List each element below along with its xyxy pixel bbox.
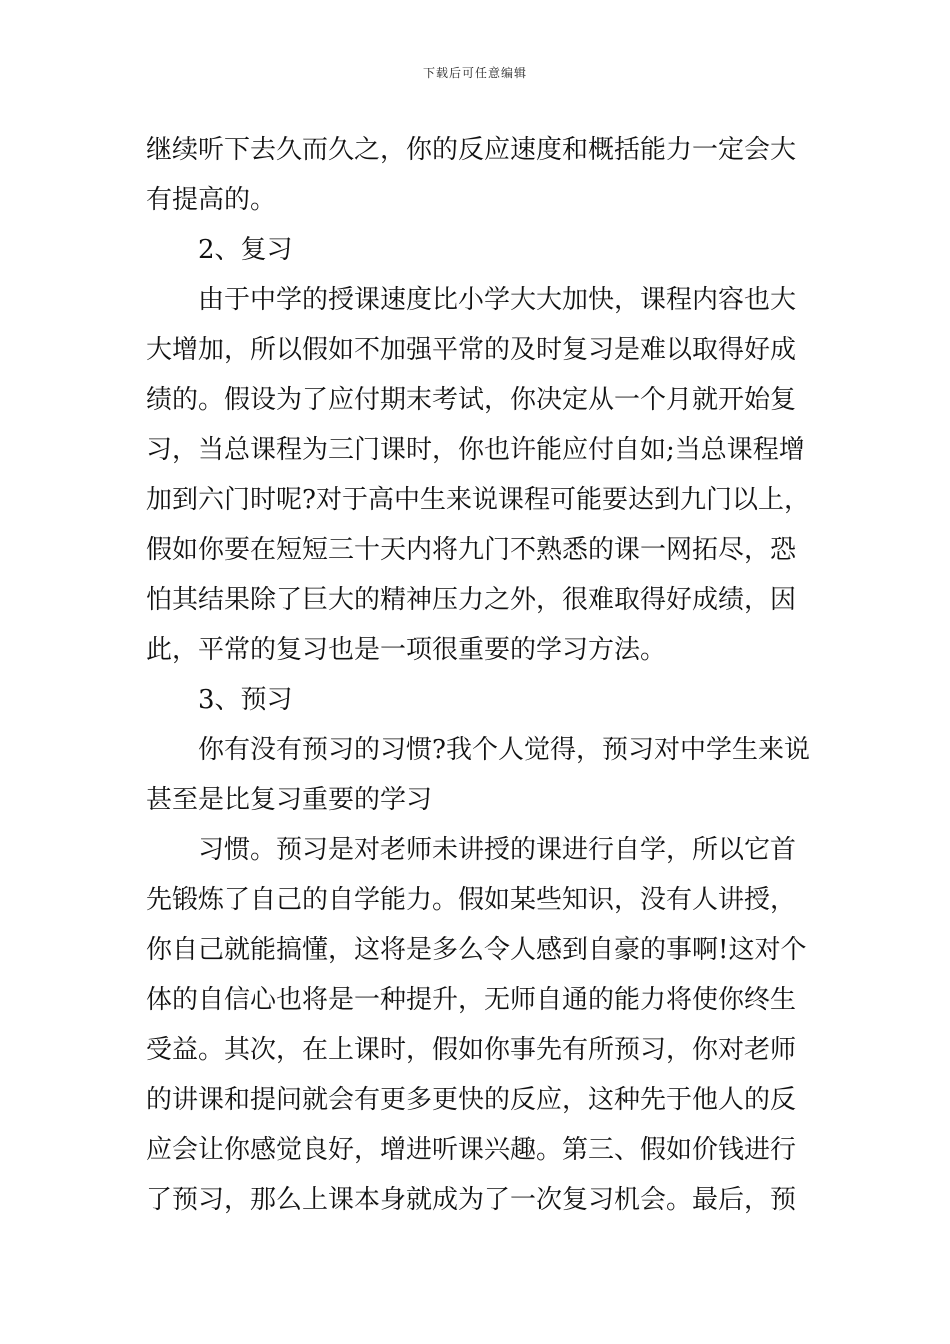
text-line: 甚至是比复习重要的学习 xyxy=(146,785,433,815)
text-line: 应会让你感觉良好，增进听课兴趣。第三、假如价钱进行 xyxy=(146,1135,797,1165)
text-line: 绩的。假设为了应付期末考试，你决定从一个月就开始复 xyxy=(146,385,797,415)
text-line: 先锻炼了自己的自学能力。假如某些知识，没有人讲授， xyxy=(146,885,797,915)
text-line: 假如你要在短短三十天内将九门不熟悉的课一网拓尽，恐 xyxy=(146,535,797,565)
text-line: 你自己就能搞懂，这将是多么令人感到自豪的事啊!这对个 xyxy=(146,935,807,965)
text-line: 大增加，所以假如不加强平常的及时复习是难以取得好成 xyxy=(146,335,797,365)
section-heading: 2、复习 xyxy=(198,235,293,265)
text-line: 你有没有预习的习惯?我个人觉得，预习对中学生来说 xyxy=(198,735,810,765)
text-line: 体的自信心也将是一种提升，无师自通的能力将使你终生 xyxy=(146,985,797,1015)
section-heading: 3、预习 xyxy=(198,685,293,715)
text-line: 受益。其次，在上课时，假如你事先有所预习，你对老师 xyxy=(146,1035,797,1065)
text-line: 习，当总课程为三门课时，你也许能应付自如;当总课程增 xyxy=(146,435,805,465)
text-line: 有提高的。 xyxy=(146,185,277,215)
text-line: 了预习，那么上课本身就成为了一次复习机会。最后，预 xyxy=(146,1185,797,1215)
text-line: 此，平常的复习也是一项很重要的学习方法。 xyxy=(146,635,667,665)
text-line: 加到六门时呢?对于高中生来说课程可能要达到九门以上， xyxy=(146,485,810,515)
page-header: 下载后可任意编辑 xyxy=(422,66,527,80)
text-line: 继续听下去久而久之，你的反应速度和概括能力一定会大 xyxy=(146,135,797,165)
text-line: 怕其结果除了巨大的精神压力之外，很难取得好成绩，因 xyxy=(146,585,797,615)
text-line: 由于中学的授课速度比小学大大加快，课程内容也大 xyxy=(198,285,797,315)
text-line: 的讲课和提问就会有更多更快的反应，这种先于他人的反 xyxy=(146,1085,797,1115)
text-line: 习惯。预习是对老师未讲授的课进行自学，所以它首 xyxy=(198,835,797,865)
